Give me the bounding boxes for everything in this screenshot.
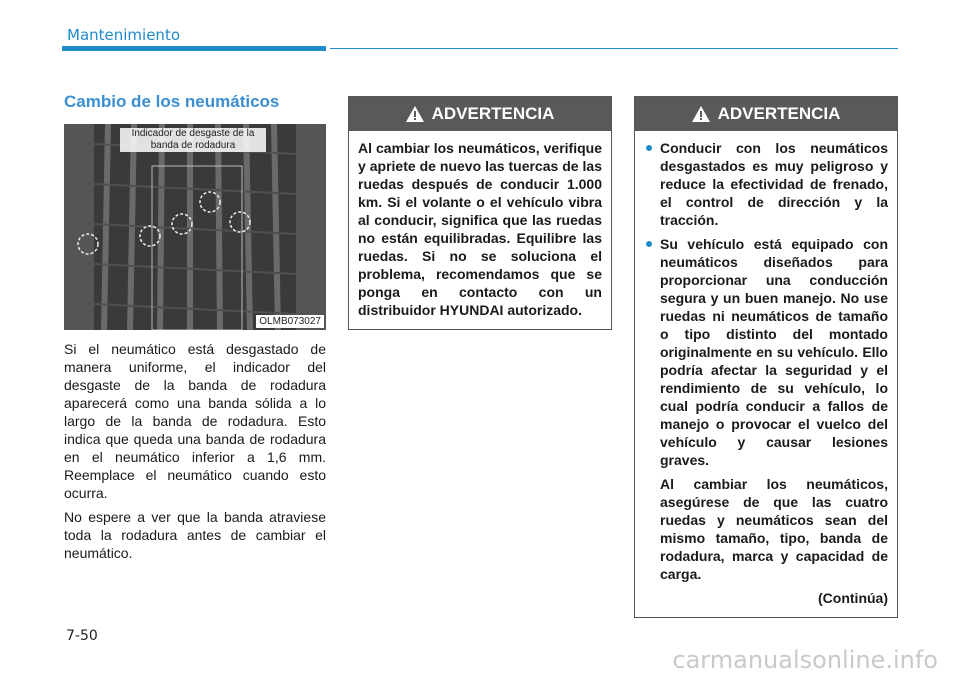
warning-title-1: ADVERTENCIA xyxy=(431,104,555,123)
bullet-dot-icon xyxy=(646,145,652,151)
body-paragraph-1: Si el neumático está desgastado de manera uniforme, el indicador del desgaste de la banda de rodadura aparecerá como una banda sólida a lo largo de la banda de rodadura. Esto indica que queda una banda de rodadura en el neumático inferior a 1,6 mm. Reemplace el neumático cuando esto ocurra. xyxy=(64,341,326,501)
section-title: Mantenimiento xyxy=(67,26,180,44)
page-number: 7-50 xyxy=(66,628,98,644)
warning-body-2 xyxy=(635,131,897,617)
warning-bullet-text-2: Su vehículo está equipado con neumáticos diseñados para proporcionar una conducción segura y un buen manejo. No use ruedas ni neumáticos de tamaño o tipo distinto del montado originalmente en su vehículo. Ello podría afectar la seguridad y el rendimiento de su vehículo, lo cual podría conducir a fallos de manejo o provocar el vuelco del vehículo y causar lesiones graves. xyxy=(660,236,888,468)
warning-bullet-text-1: Conducir con los neumáticos desgastados es muy peligroso y reduce la efectividad de frenado, el control de dirección y la tracción. xyxy=(660,140,888,228)
warning-title-2: ADVERTENCIA xyxy=(717,104,841,123)
watermark: carmanualsonline.info xyxy=(672,646,938,674)
bullet-dot-icon xyxy=(646,241,652,247)
warning-extra-text: Al cambiar los neumáticos, asegúrese de que las cuatro ruedas y neumáticos sean del mismo tamaño, tipo, banda de rodadura, marca y capacidad de carga. xyxy=(660,476,888,582)
continues-label: (Continúa) xyxy=(818,590,888,606)
section-heading: Cambio de los neumáticos xyxy=(64,92,280,111)
tire-tread-illustration xyxy=(64,124,326,330)
warning-text-1: Al cambiar los neumáticos, verifique y apriete de nuevo las tuercas de las ruedas después de conducir 1.000 km. Si el volante o el vehículo vibra al conducir, significa que las ruedas no están equilibradas. Equilibre las ruedas. Si no se soluciona el problema, recomendamos que se ponga en contacto con un distribuidor HYUNDAI autorizado. xyxy=(358,140,602,318)
warning-header-1 xyxy=(349,97,611,131)
tire-figure xyxy=(64,124,326,330)
warning-bullet-1 xyxy=(644,139,888,229)
warning-triangle-icon xyxy=(406,106,424,122)
warning-box-2 xyxy=(634,96,898,618)
warning-triangle-icon xyxy=(692,106,710,122)
body-paragraph-2: No espere a ver que la banda atraviese toda la rodadura antes de cambiar el neumático. xyxy=(64,509,326,561)
figure-caption: Indicador de desgaste de la banda de rodadura xyxy=(120,128,266,152)
left-column xyxy=(64,92,326,562)
header-rule-thin xyxy=(330,48,898,49)
figure-code: OLMB073027 xyxy=(256,315,324,328)
header-rule-thick xyxy=(62,46,326,51)
warning-bullet-2 xyxy=(644,235,888,469)
warning-header-2 xyxy=(635,97,897,131)
warning-box-1 xyxy=(348,96,612,330)
